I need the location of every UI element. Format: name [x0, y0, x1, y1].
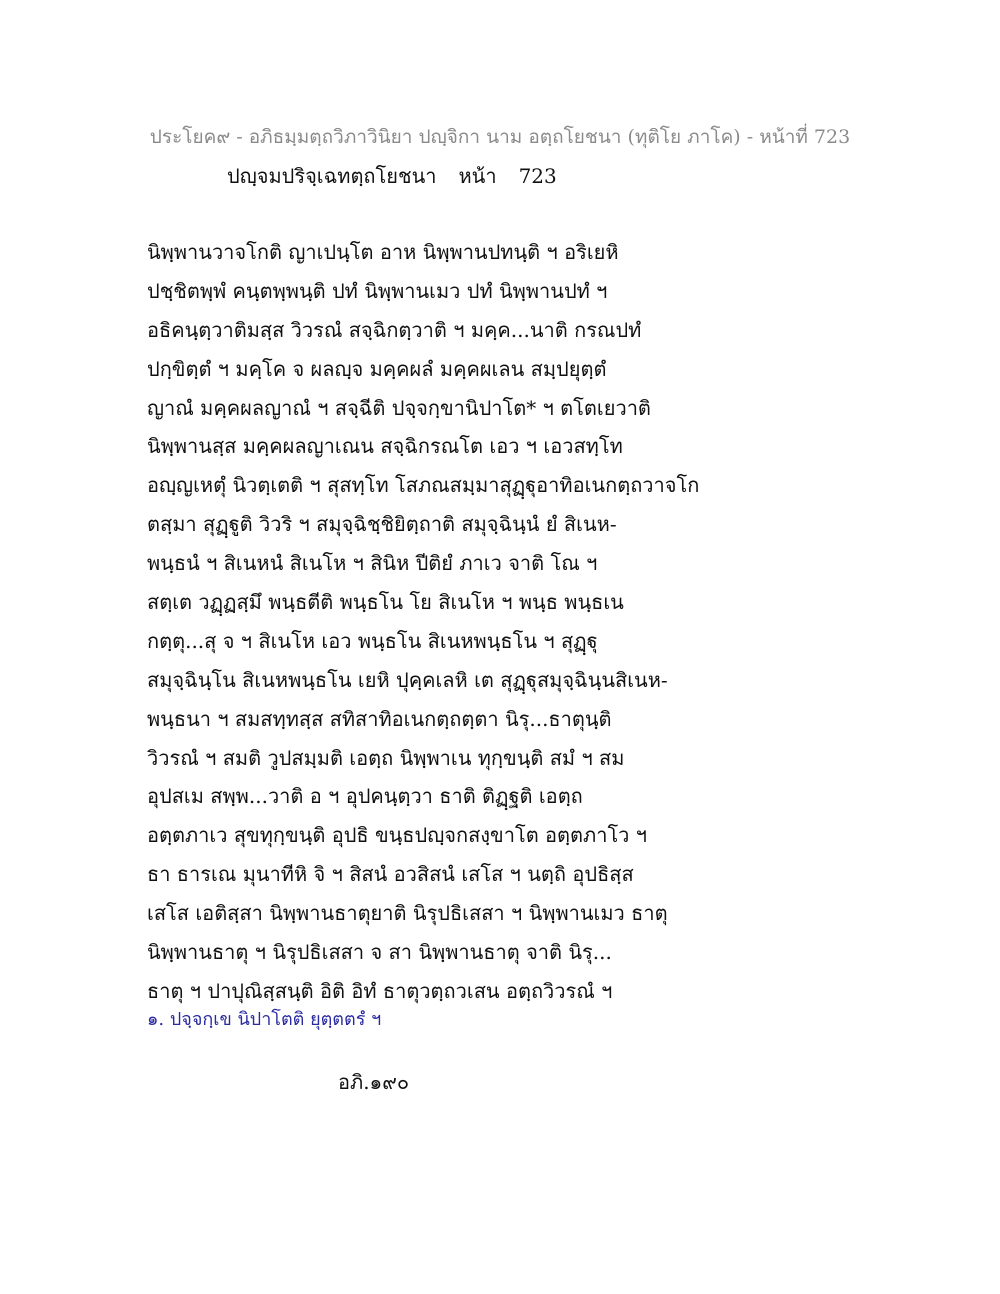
- body-text: [147, 233, 927, 1011]
- text-line: นิพฺพานธาตุ ฯ นิรุปธิเสสา จ สา นิพฺพานธาตุ จาติ นิรุ...: [147, 940, 612, 965]
- text-line: อตฺตภาเว สุขทุกฺขนฺติ อุปธิ ขนฺธปญฺจกสงฺขาโต อตฺตภาโว ฯ: [147, 823, 647, 848]
- text-line: เสโส เอติสฺสา นิพฺพานธาตุยาติ นิรุปธิเสสา ฯ นิพฺพานเมว ธาตุ: [147, 901, 668, 926]
- page-number: 723: [518, 164, 557, 188]
- text-line: พนฺธนํ ฯ สิเนหนํ สิเนโห ฯ สินิห ปีติยํ ภาเว จาติ โณ ฯ: [147, 551, 598, 576]
- text-line: ปกฺขิตฺตํ ฯ มคฺโค จ ผลญฺจ มคฺคผลํ มคฺคผเลน สมฺปยุตฺตํ: [147, 356, 607, 381]
- text-line: วิวรณํ ฯ สมติ วูปสมฺมติ เอตฺถ นิพฺพาเน ทุกฺขนฺติ สมํ ฯ สม: [147, 745, 625, 770]
- section-title: ปญฺจมปริจฺเฉทตฺถโยชนา: [227, 164, 437, 188]
- page-code: อภิ.๑๙๐: [338, 1070, 410, 1094]
- text-line: อุปสเม สพฺพ...วาติ อ ฯ อุปคนฺตฺวา ธาติ ติฏฺฐติ เอตฺถ: [147, 784, 583, 809]
- running-header: ประโยค๙ - อภิธมฺมตฺถวิภาวินิยา ปญฺจิกา นาม อตฺถโยชนา (ทุติโย ภาโค) - หน้าที่ 723: [149, 126, 851, 148]
- text-line: ญาณํ มคฺคผลญาณํ ฯ สจฺฉีติ ปจฺจกฺขานิปาโต* ฯ ตโตเยวาติ: [147, 395, 651, 420]
- section-header: [227, 160, 557, 192]
- text-line: ธาตุ ฯ ปาปุณิสฺสนฺติ อิติ อิทํ ธาตุวตฺถวเสน อตฺถวิวรณํ ฯ: [147, 978, 613, 1003]
- text-line: กตฺตุ...สุ จ ฯ สิเนโห เอว พนฺธโน สิเนหพนฺธโน ฯ สุฏฺฐุ: [147, 628, 598, 653]
- text-line: นิพฺพานสฺส มคฺคผลญาเณน สจฺฉิกรณโต เอว ฯ เอวสทฺโท: [147, 434, 623, 459]
- text-line: อญฺญเหตุํ นิวตฺเตติ ฯ สุสทฺโท โสภณสมฺมาสุฏฺฐุอาทิอเนกตฺถวาจโก: [147, 473, 700, 498]
- text-line: ธา ธารเณ มุนาทีหิ จิ ฯ สิสนํ อวสิสนํ เสโส ฯ นตฺถิ อุปธิสฺส: [147, 862, 634, 887]
- text-line: ปชฺชิตพฺพํ คนฺตพฺพนฺติ ปทํ นิพฺพานเมว ปทํ นิพฺพานปทํ ฯ: [147, 278, 608, 303]
- text-line: สตฺเต วฏฺฏสฺมึ พนฺธตีติ พนฺธโน โย สิเนโห ฯ พนฺธ พนฺธเน: [147, 590, 624, 615]
- text-line: นิพฺพานวาจโกติ ญาเปนฺโต อาห นิพฺพานปทนฺติ ฯ อริเยหิ: [147, 240, 619, 264]
- text-line: ตสฺมา สุฏฺฐูติ วิวริ ฯ สมุจฺฉิชฺชิยิตฺถาติ สมุจฺฉินฺนํ ยํ สิเนห-: [147, 512, 617, 537]
- page-label: หน้า: [458, 164, 497, 188]
- footnote: ๑. ปจฺจกฺเข นิปาโตติ ยุตฺตตรํ ฯ: [147, 1009, 382, 1030]
- text-line: อธิคนฺตฺวาติมสฺส วิวรณํ สจฺฉิกตฺวาติ ฯ มคฺค...นาติ กรณปทํ: [147, 317, 642, 342]
- text-line: สมุจฺฉินฺโน สิเนหพนฺธโน เยหิ ปุคฺคเลหิ เต สุฏฺฐุสมุจฺฉินฺนสิเนห-: [147, 667, 668, 692]
- text-line: พนฺธนา ฯ สมสทฺทสฺส สทิสาทิอเนกตฺถตฺตา นิรุ...ธาตุนฺติ: [147, 706, 612, 731]
